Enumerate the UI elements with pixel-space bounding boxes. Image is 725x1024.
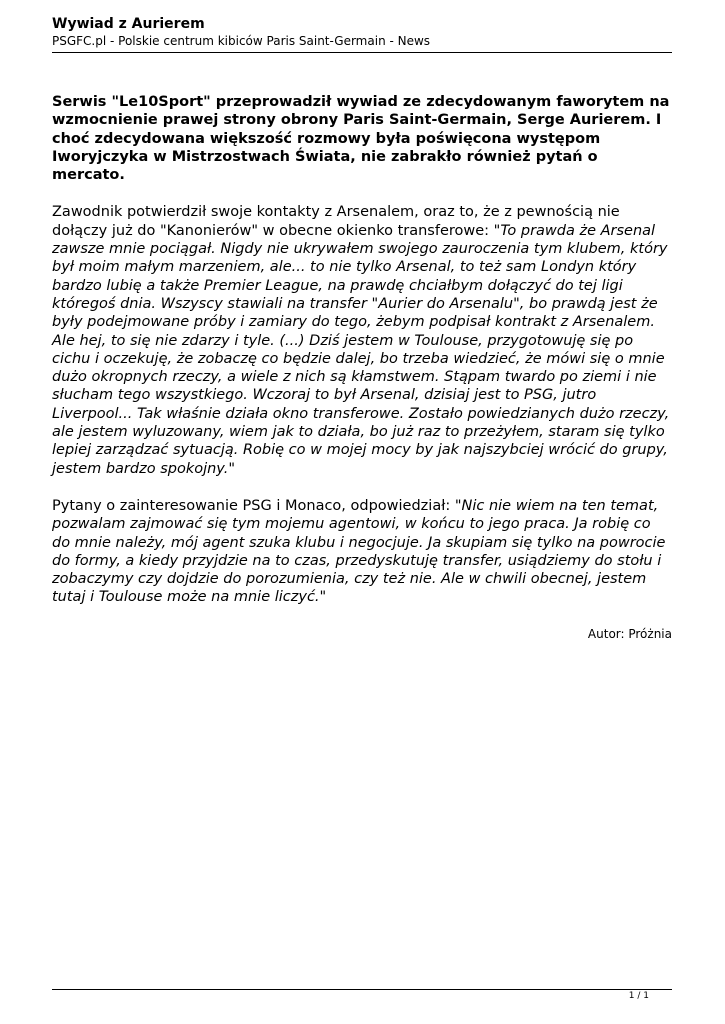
paragraph-2-quote: Nic nie wiem na ten temat, pozwalam zajmować się tym mojemu agentowi, w końcu to jego praca. Ja robię co do mnie należy, mój agent szuka klubu i negocjuje. Ja skupiam się tylko na powrocie do formy, a kiedy przyjdzie na to czas, przedyskutuję transfer, usiądziemy do stołu i zobaczymy czy dojdzie do porozumienia, czy też nie. Ale w chwili obecnej, jestem tutaj i Toulouse może na mnie liczyć. (52, 497, 666, 606)
paragraph-1-intro: Zawodnik potwierdził swoje kontakty z Arsenalem, oraz to, że z pewnością nie dołączy już do "Kanonierów" w obecne okienko transferowe: " (52, 204, 620, 239)
paragraph-2-close: " (319, 589, 327, 606)
paragraph-2-intro: Pytany o zainteresowanie PSG i Monaco, odpowiedział: " (52, 497, 462, 514)
paragraph-1-quote: To prawda że Arsenal zawsze mnie pociągał. Nigdy nie ukrywałem swojego zauroczenia tym klubem, który był moim małym marzeniem, ale... to nie tylko Arsenal, to też sam Londyn który bardzo lubię a także Premier League, na prawdę chciałbym dołączyć do tej ligi któregoś dnia. Wszyscy stawiali na transfer "Aurier do Arsenalu", bo prawdą jest że były podejmowane próby i zamiary do tego, żebym podpisał kontrakt z Arsenalem. Ale hej, to się nie zdarzy i tyle. (...) Dziś jestem w Toulouse, przygotowuję się po cichu i oczekuję, że zobaczę co będzie dalej, bo trzeba wiedzieć, że mówi się o mnie dużo okropnych rzeczy, a wiele z nich są kłamstwem. Stąpam twardo po ziemi i nie słucham tego wszystkiego. Wczoraj to był Arsenal, dzisiaj jest to PSG, jutro Liverpool... Tak właśnie działa okno transferowe. Zostało powiedzianych dużo rzeczy, ale jestem wyluzowany, wiem jak to działa, bo już raz to przeżyłem, staram się tylko lepiej zarządzać sytuacją. Robię co w mojej mocy by jak najszybciej wrócić do grupy, jestem bardzo spokojny. (52, 222, 670, 477)
header-divider (52, 52, 672, 53)
article-paragraph-2 (52, 497, 672, 607)
document-title: Wywiad z Aurierem (52, 16, 205, 32)
article-lead: Serwis "Le10Sport" przeprowadził wywiad ze zdecydowanym faworytem na wzmocnienie prawej strony obrony Paris Saint-Germain, Serge Aurierem. I choć zdecydowana większość rozmowy była poświęcona występom Iworyjczyka w Mistrzostwach Świata, nie zabrakło również pytań o mercato. (52, 94, 670, 184)
footer-divider (52, 989, 672, 990)
document-subtitle: PSGFC.pl - Polskie centrum kibiców Paris Saint-Germain - News (52, 34, 431, 48)
article-author: Autor: Próżnia (587, 626, 672, 641)
page-header (52, 15, 672, 49)
page-number: 1 / 1 (628, 991, 649, 1001)
article-paragraph-1 (52, 203, 672, 477)
paragraph-1-close: " (228, 460, 236, 477)
article-body (52, 93, 672, 642)
